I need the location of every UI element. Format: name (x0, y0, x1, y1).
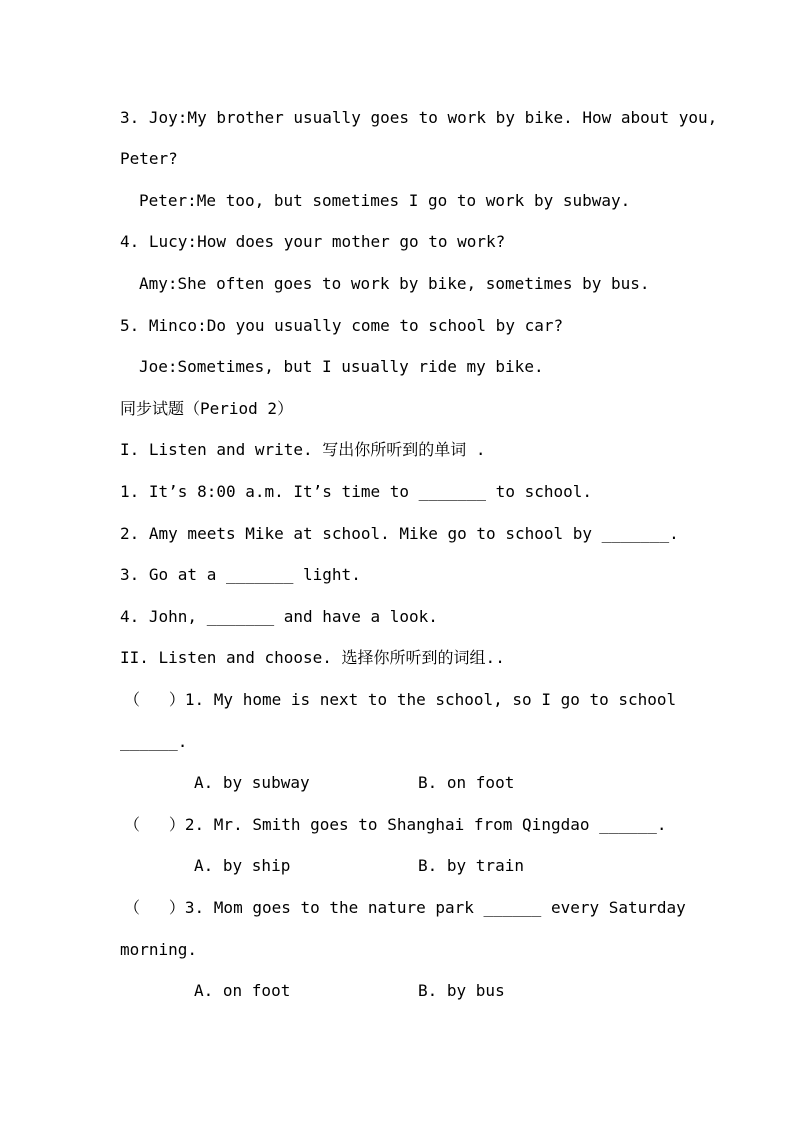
dialogue-4-line: 4. Lucy:How does your mother go to work? (120, 232, 506, 251)
part-2-question-1-line-1: （ ）1. My home is next to the school, so I go to school (124, 690, 677, 709)
part-1-heading: I. Listen and write. 写出你所听到的单词 . (120, 440, 486, 459)
dialogue-5-line: 5. Minco:Do you usually come to school by car? (120, 316, 564, 335)
part-2-question-3-option-a: A. on foot (194, 981, 291, 1000)
part-1-item-1: 1. It’s 8:00 a.m. It’s time to _______ to school. (120, 482, 593, 501)
part-2-question-1-option-b: B. on foot (418, 773, 515, 792)
dialogue-5-reply: Joe:Sometimes, but I usually ride my bike. (139, 357, 544, 376)
period-title: 同步试题（Period 2） (120, 399, 294, 418)
part-2-question-3-line-1: （ ）3. Mom goes to the nature park ______ every Saturday (124, 898, 686, 917)
part-2-question-3-option-b: B. by bus (418, 981, 505, 1000)
part-2-question-2-option-a: A. by ship (194, 856, 291, 875)
dialogue-3-reply: Peter:Me too, but sometimes I go to work by subway. (139, 191, 631, 210)
part-2-question-2-option-b: B. by train (418, 856, 524, 875)
part-2-question-3-line-2: morning. (120, 940, 198, 959)
part-1-item-2: 2. Amy meets Mike at school. Mike go to school by _______. (120, 524, 679, 543)
dialogue-3-line-1: 3. Joy:My brother usually goes to work by bike. How about you, (120, 108, 718, 127)
part-2-question-1-line-2: ______. (120, 732, 188, 751)
part-1-item-3: 3. Go at a _______ light. (120, 565, 361, 584)
part-1-item-4: 4. John, _______ and have a look. (120, 607, 438, 626)
part-2-question-2-line: （ ）2. Mr. Smith goes to Shanghai from Qingdao ______. (124, 815, 667, 834)
part-2-heading: II. Listen and choose. 选择你所听到的词组.. (120, 648, 505, 667)
part-2-question-1-option-a: A. by subway (194, 773, 310, 792)
dialogue-3-line-2: Peter? (120, 149, 178, 168)
dialogue-4-reply: Amy:She often goes to work by bike, sometimes by bus. (139, 274, 650, 293)
